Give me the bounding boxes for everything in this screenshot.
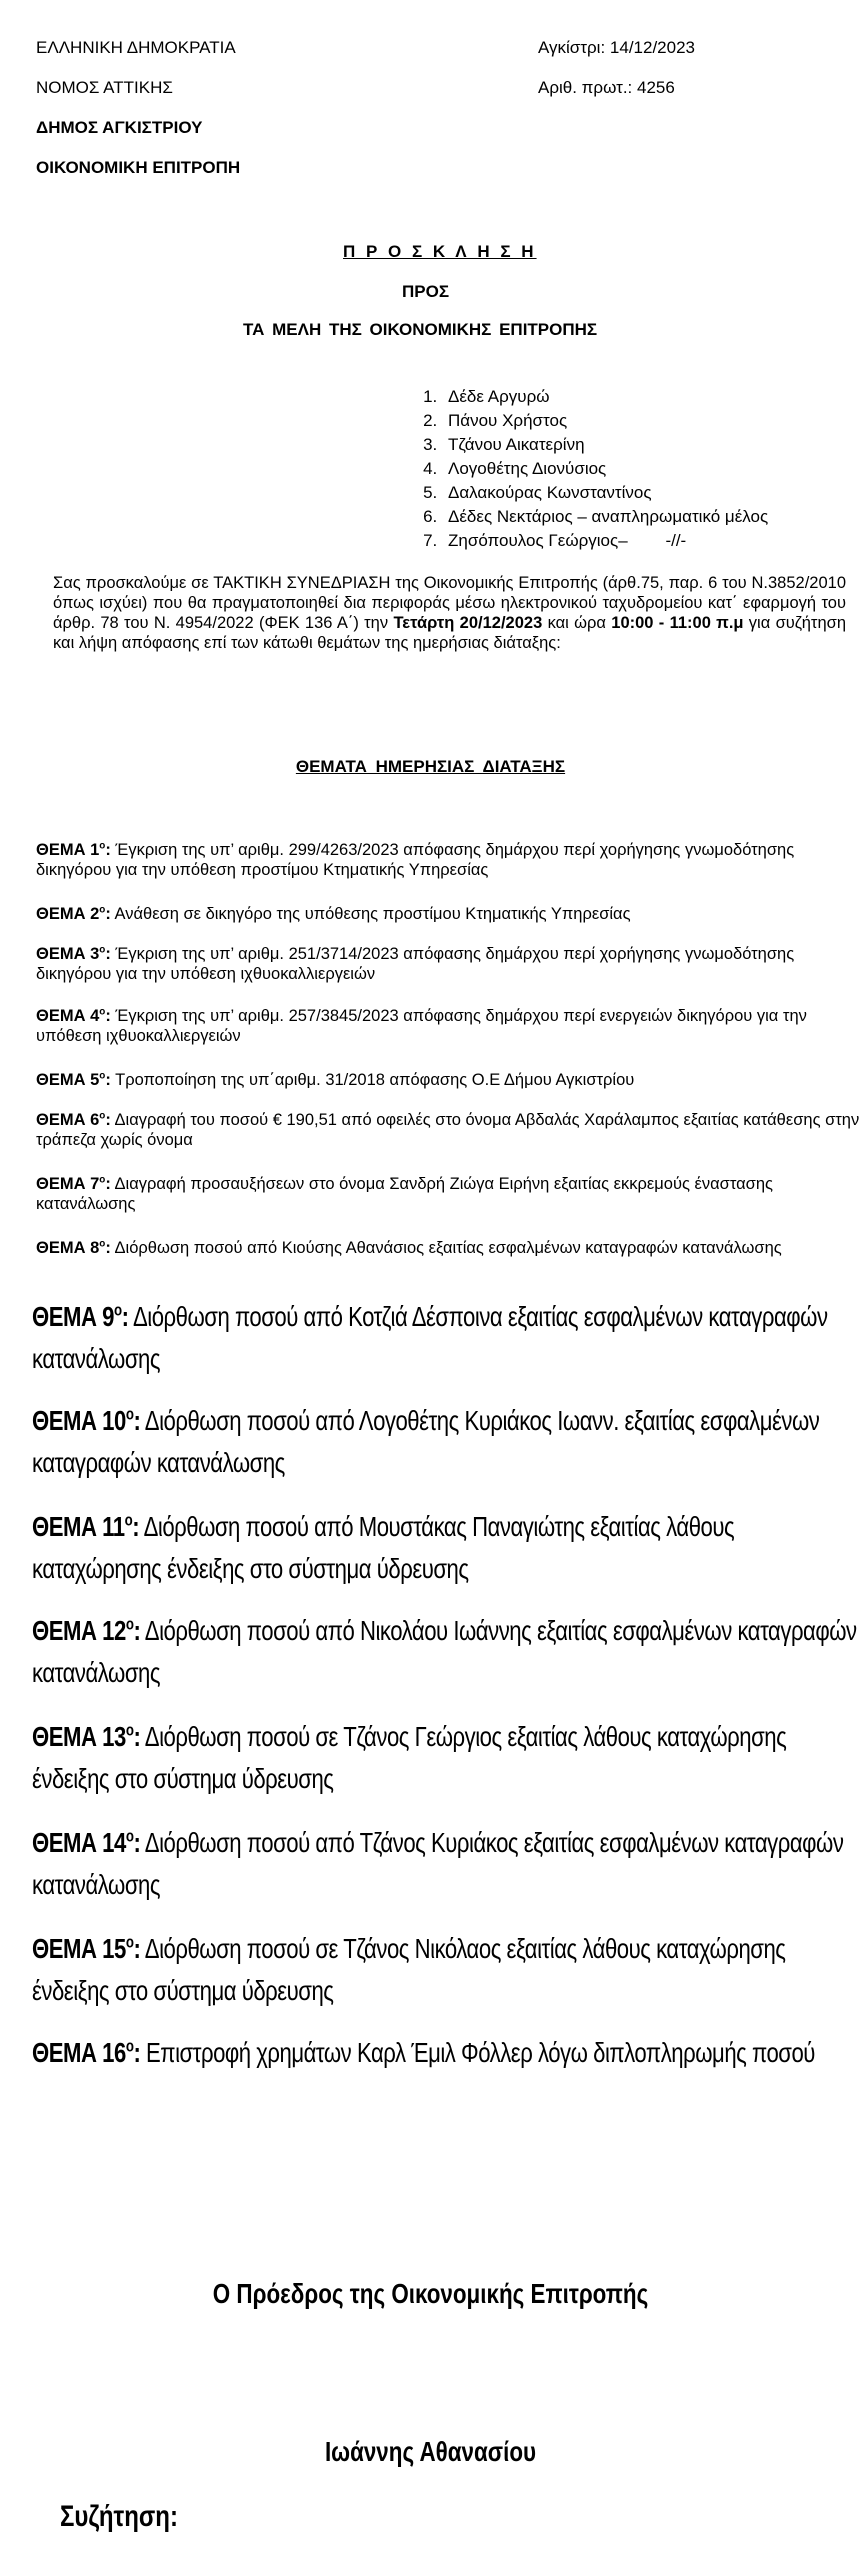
topic-sup: ο	[99, 1006, 106, 1018]
topic-text: Διόρθωση ποσού από Μουστάκας Παναγιώτης εξαιτίας λάθους καταχώρησης ένδειξης στο σύστημα ύδρευσης	[32, 1511, 735, 1584]
topic-prefix: ΘΕΜΑ	[32, 1615, 97, 1646]
intro-paragraph	[53, 573, 846, 653]
topic-number: 7	[90, 1175, 100, 1193]
topic-sup: ο	[99, 1174, 106, 1186]
topic-text: Έγκριση της υπ’ αριθμ. 257/3845/2023 απόφασης δημάρχου περί ενεργειών δικηγόρου για την υπόθεση ιχθυοκαλλιεργειών	[36, 1007, 807, 1045]
member-item: 4. Λογοθέτης Διονύσιος	[442, 457, 768, 481]
topic-text: Διόρθωση ποσού από Κοτζιά Δέσποινα εξαιτίας εσφαλμένων καταγραφών κατανάλωσης	[32, 1301, 828, 1374]
agenda-item: ΘΕΜΑ $5^o$: Τροποποίηση της υπ΄αριθμ. 31/2018 απόφασης Ο.Ε Δήμου Αγκιστρίου	[36, 1070, 635, 1089]
agenda-item: ΘΕΜΑ $16^o$: Επιστροφή χρημάτων Καρλ Έμιλ Φόλλερ λόγω διπλοπληρωμής ποσού	[32, 2036, 815, 2068]
topic-number: 1	[90, 841, 100, 859]
topic-sup: ο	[113, 1300, 122, 1320]
topic-text: Διόρθωση ποσού από Νικολάου Ιωάννης εξαιτίας εσφαλμένων καταγραφών κατανάλωσης	[32, 1615, 857, 1688]
topic-sup: ο	[125, 1826, 134, 1846]
member-item: 1. Δέδε Αργυρώ	[442, 385, 768, 409]
agenda-item: ΘΕΜΑ $13^o$: Διόρθωση ποσού σε Τζάνος Γεώργιος εξαιτίας λάθους καταχώρησης ένδειξης στο σύστημα ύδρευσης	[32, 1720, 787, 1794]
agenda-item: ΘΕΜΑ $8^o$: Διόρθωση ποσού από Κιούσης Αθανάσιος εξαιτίας εσφαλμένων καταγραφών κατανάλωσης	[36, 1238, 782, 1257]
agenda-item: ΘΕΜΑ $2^o$: Ανάθεση σε δικηγόρο της υπόθεσης προστίμου Κτηματικής Υπηρεσίας	[36, 904, 631, 923]
topic-text: Διόρθωση ποσού από Τζάνος Κυριάκος εξαιτίας εσφαλμένων καταγραφών κατανάλωσης	[32, 1827, 844, 1900]
topic-prefix: ΘΕΜΑ	[32, 1511, 97, 1542]
agenda-item: ΘΕΜΑ $6^o$: Διαγραφή του ποσού € 190,51 από οφειλές στο όνομα Αβδαλάς Χαράλαμπος εξαιτίας κατάθεσης στην τράπεζα χωρίς όνομα	[36, 1110, 860, 1149]
topic-sup: ο	[99, 840, 106, 852]
topic-prefix: ΘΕΜΑ	[32, 1827, 97, 1858]
topic-sup: ο	[125, 2036, 134, 2056]
topic-prefix: ΘΕΜΑ	[32, 1721, 97, 1752]
topic-prefix: ΘΕΜΑ	[36, 945, 86, 963]
topic-prefix: ΘΕΜΑ	[36, 1239, 86, 1257]
agenda-item: ΘΕΜΑ $12^o$: Διόρθωση ποσού από Νικολάου Ιωάννης εξαιτίας εσφαλμένων καταγραφών κατανάλωσης	[32, 1614, 857, 1688]
topic-prefix: ΘΕΜΑ	[32, 2037, 97, 2068]
meeting-time: 10:00 - 11:00 π.μ	[611, 614, 744, 632]
agenda-item: ΘΕΜΑ $1^o$: Έγκριση της υπ’ αριθμ. 299/4263/2023 απόφασης δημάρχου περί χορήγησης γνωμοδότησης δικηγόρου για την υπόθεση προστίμου Κτηματικής Υπηρεσίας	[36, 840, 795, 879]
topic-text: Επιστροφή χρημάτων Καρλ Έμιλ Φόλλερ λόγω διπλοπληρωμής ποσού	[146, 2037, 815, 2068]
agenda-item: ΘΕΜΑ $14^o$: Διόρθωση ποσού από Τζάνος Κυριάκος εξαιτίας εσφαλμένων καταγραφών κατανάλωσης	[32, 1826, 844, 1900]
agenda-item: ΘΕΜΑ $11^o$: Διόρθωση ποσού από Μουστάκας Παναγιώτης εξαιτίας λάθους καταχώρησης ένδειξης στο σύστημα ύδρευσης	[32, 1510, 735, 1584]
agenda-item: ΘΕΜΑ $15^o$: Διόρθωση ποσού σε Τζάνος Νικόλαος εξαιτίας λάθους καταχώρησης ένδειξης στο σύστημα ύδρευσης	[32, 1932, 786, 2006]
invitation-title: Π Ρ Ο Σ Κ Λ Η Σ Η	[343, 242, 537, 261]
signature-name: Ιωάννης Αθανασίου	[324, 2436, 537, 2467]
agenda-item: ΘΕΜΑ $9^o$: Διόρθωση ποσού από Κοτζιά Δέσποινα εξαιτίας εσφαλμένων καταγραφών κατανάλωσης	[32, 1300, 828, 1374]
topic-number: 5	[90, 1071, 100, 1089]
topic-prefix: ΘΕΜΑ	[32, 1405, 97, 1436]
topic-prefix: ΘΕΜΑ	[32, 1933, 97, 1964]
topic-text: Διόρθωση ποσού σε Τζάνος Γεώργιος εξαιτίας λάθους καταχώρησης ένδειξης στο σύστημα ύδρευσης	[32, 1721, 787, 1794]
topic-prefix: ΘΕΜΑ	[36, 1175, 86, 1193]
topic-text: Διαγραφή του ποσού € 190,51 από οφειλές στο όνομα Αβδαλάς Χαράλαμπος εξαιτίας κατάθεσης στην τράπεζα χωρίς όνομα	[36, 1111, 860, 1149]
members-list	[420, 385, 768, 553]
topic-sup: ο	[125, 1932, 134, 1952]
intro-text-3: για συζήτηση και λήψη απόφασης επί των κάτωθι θεμάτων της ημερήσιας διάταξης:	[53, 614, 846, 652]
topic-sup: ο	[125, 1404, 134, 1424]
agenda-item: ΘΕΜΑ $4^o$: Έγκριση της υπ’ αριθμ. 257/3845/2023 απόφασης δημάρχου περί ενεργειών δικηγόρου για την υπόθεση ιχθυοκαλλιεργειών	[36, 1006, 807, 1045]
topic-prefix: ΘΕΜΑ	[36, 905, 86, 923]
topic-prefix: ΘΕΜΑ	[36, 1111, 86, 1129]
topic-text: Έγκριση της υπ’ αριθμ. 299/4263/2023 απόφασης δημάρχου περί χορήγησης γνωμοδότησης δικηγόρου για την υπόθεση προστίμου Κτηματικής Υπηρεσίας	[36, 841, 795, 879]
invitation-recipients: ΤΑ ΜΕΛΗ ΤΗΣ ΟΙΚΟΝΟΜΙΚΗΣ ΕΠΙΤΡΟΠΗΣ	[243, 320, 598, 339]
topic-text: Ανάθεση σε δικηγόρο της υπόθεσης προστίμου Κτηματικής Υπηρεσίας	[114, 905, 631, 923]
member-item: 2. Πάνου Χρήστος	[442, 409, 768, 433]
topic-number: 14	[102, 1827, 126, 1858]
topic-number: 6	[90, 1111, 100, 1129]
signature-role: Ο Πρόεδρος της Οικονομικής Επιτροπής	[212, 2278, 649, 2309]
topic-number: 10	[102, 1405, 126, 1436]
member-item: 3. Τζάνου Αικατερίνη	[442, 433, 768, 457]
committee-label: ΟΙΚΟΝΟΜΙΚΗ ΕΠΙΤΡΟΠΗ	[36, 158, 241, 177]
topic-sup: ο	[125, 1614, 134, 1634]
topic-number: 8	[90, 1239, 100, 1257]
topic-prefix: ΘΕΜΑ	[36, 841, 86, 859]
meeting-date: Τετάρτη 20/12/2023	[393, 614, 543, 632]
topic-text: Διόρθωση ποσού σε Τζάνος Νικόλαος εξαιτίας λάθους καταχώρησης ένδειξης στο σύστημα ύδρευσης	[32, 1933, 786, 2006]
topic-number: 12	[102, 1615, 126, 1646]
agenda-item: ΘΕΜΑ $7^o$: Διαγραφή προσαυξήσεων στο όνομα Σανδρή Ζιώγα Ειρήνη εξαιτίας εκκρεμούς έναστασης κατανάλωσης	[36, 1174, 773, 1213]
prefecture-label: ΝΟΜΟΣ ΑΤΤΙΚΗΣ	[36, 78, 173, 97]
topic-sup: ο	[99, 904, 106, 916]
invitation-to: ΠΡΟΣ	[402, 282, 450, 301]
topic-text: Έγκριση της υπ’ αριθμ. 251/3714/2023 απόφασης δημάρχου περί χορήγησης γνωμοδότησης δικηγόρου για την υπόθεση ιχθυοκαλλιεργειών	[36, 945, 795, 983]
topic-number: 16	[102, 2037, 126, 2068]
topic-text: Διαγραφή προσαυξήσεων στο όνομα Σανδρή Ζιώγα Ειρήνη εξαιτίας εκκρεμούς έναστασης κατανάλωσης	[36, 1175, 773, 1213]
member-item: 5. Δαλακούρας Κωνσταντίνος	[442, 481, 768, 505]
member-item: 6. Δέδες Νεκτάριος – αναπληρωματικό μέλος	[442, 505, 768, 529]
agenda-title: ΘΕΜΑΤΑ ΗΜΕΡΗΣΙΑΣ ΔΙΑΤΑΞΗΣ	[295, 757, 566, 776]
topic-number: 13	[102, 1721, 126, 1752]
topic-number: 11	[102, 1511, 125, 1542]
topic-number: 2	[90, 905, 100, 923]
topic-number: 3	[90, 945, 100, 963]
topic-text: Διόρθωση ποσού από Κιούσης Αθανάσιος εξαιτίας εσφαλμένων καταγραφών κατανάλωσης	[114, 1239, 782, 1257]
topic-number: 15	[102, 1933, 126, 1964]
intro-text-1: Σας προσκαλούμε σε ΤΑΚΤΙΚΗ ΣΥΝΕΔΡΙΑΣΗ της Οικονομικής Επιτροπής (άρθ.75, παρ. 6 του Ν.3852/2010 όπως ισχύει) που θα πραγματοποιηθεί δια περιφοράς μέσω ηλεκτρονικού ταχυδρομείου κατ΄ εφαρμογή του άρθρ. 78 του Ν. 4954/2022 (ΦΕΚ 136 Α΄) την	[53, 574, 846, 632]
topic-sup: ο	[99, 944, 106, 956]
topic-prefix: ΘΕΜΑ	[36, 1071, 86, 1089]
topic-prefix: ΘΕΜΑ	[36, 1007, 86, 1025]
topic-sup: ο	[125, 1720, 134, 1740]
place-date: Αγκίστρι: 14/12/2023	[538, 38, 695, 57]
agenda-item: ΘΕΜΑ $3^o$: Έγκριση της υπ’ αριθμ. 251/3714/2023 απόφασης δημάρχου περί χορήγησης γνωμοδότησης δικηγόρου για την υπόθεση ιχθυοκαλλιεργειών	[36, 944, 795, 983]
protocol-number: Αριθ. πρωτ.: 4256	[538, 78, 675, 97]
municipality-label: ΔΗΜΟΣ ΑΓΚΙΣΤΡΙΟΥ	[36, 118, 203, 137]
republic-label: ΕΛΛΗΝΙΚΗ ΔΗΜΟΚΡΑΤΙΑ	[36, 38, 236, 57]
topic-text: Τροποποίηση της υπ΄αριθμ. 31/2018 απόφασης Ο.Ε Δήμου Αγκιστρίου	[115, 1071, 635, 1089]
topic-sup: ο	[99, 1070, 106, 1082]
discussion-label: Συζήτηση:	[60, 2500, 178, 2533]
intro-text-2: και ώρα	[542, 614, 612, 632]
topic-sup: ο	[99, 1110, 106, 1122]
topic-number: 4	[90, 1007, 100, 1025]
topic-sup: ο	[99, 1238, 106, 1250]
member-item: 7. Ζησόπουλος Γεώργιος– -//-	[442, 529, 768, 553]
topic-sup: ο	[124, 1510, 133, 1530]
agenda-item: ΘΕΜΑ $10^o$: Διόρθωση ποσού από Λογοθέτης Κυριάκος Ιωανν. εξαιτίας εσφαλμένων καταγραφών κατανάλωσης	[32, 1404, 820, 1478]
topic-number: 9	[102, 1301, 114, 1332]
topic-prefix: ΘΕΜΑ	[32, 1301, 97, 1332]
topic-text: Διόρθωση ποσού από Λογοθέτης Κυριάκος Ιωανν. εξαιτίας εσφαλμένων καταγραφών κατανάλωσης	[32, 1405, 820, 1478]
